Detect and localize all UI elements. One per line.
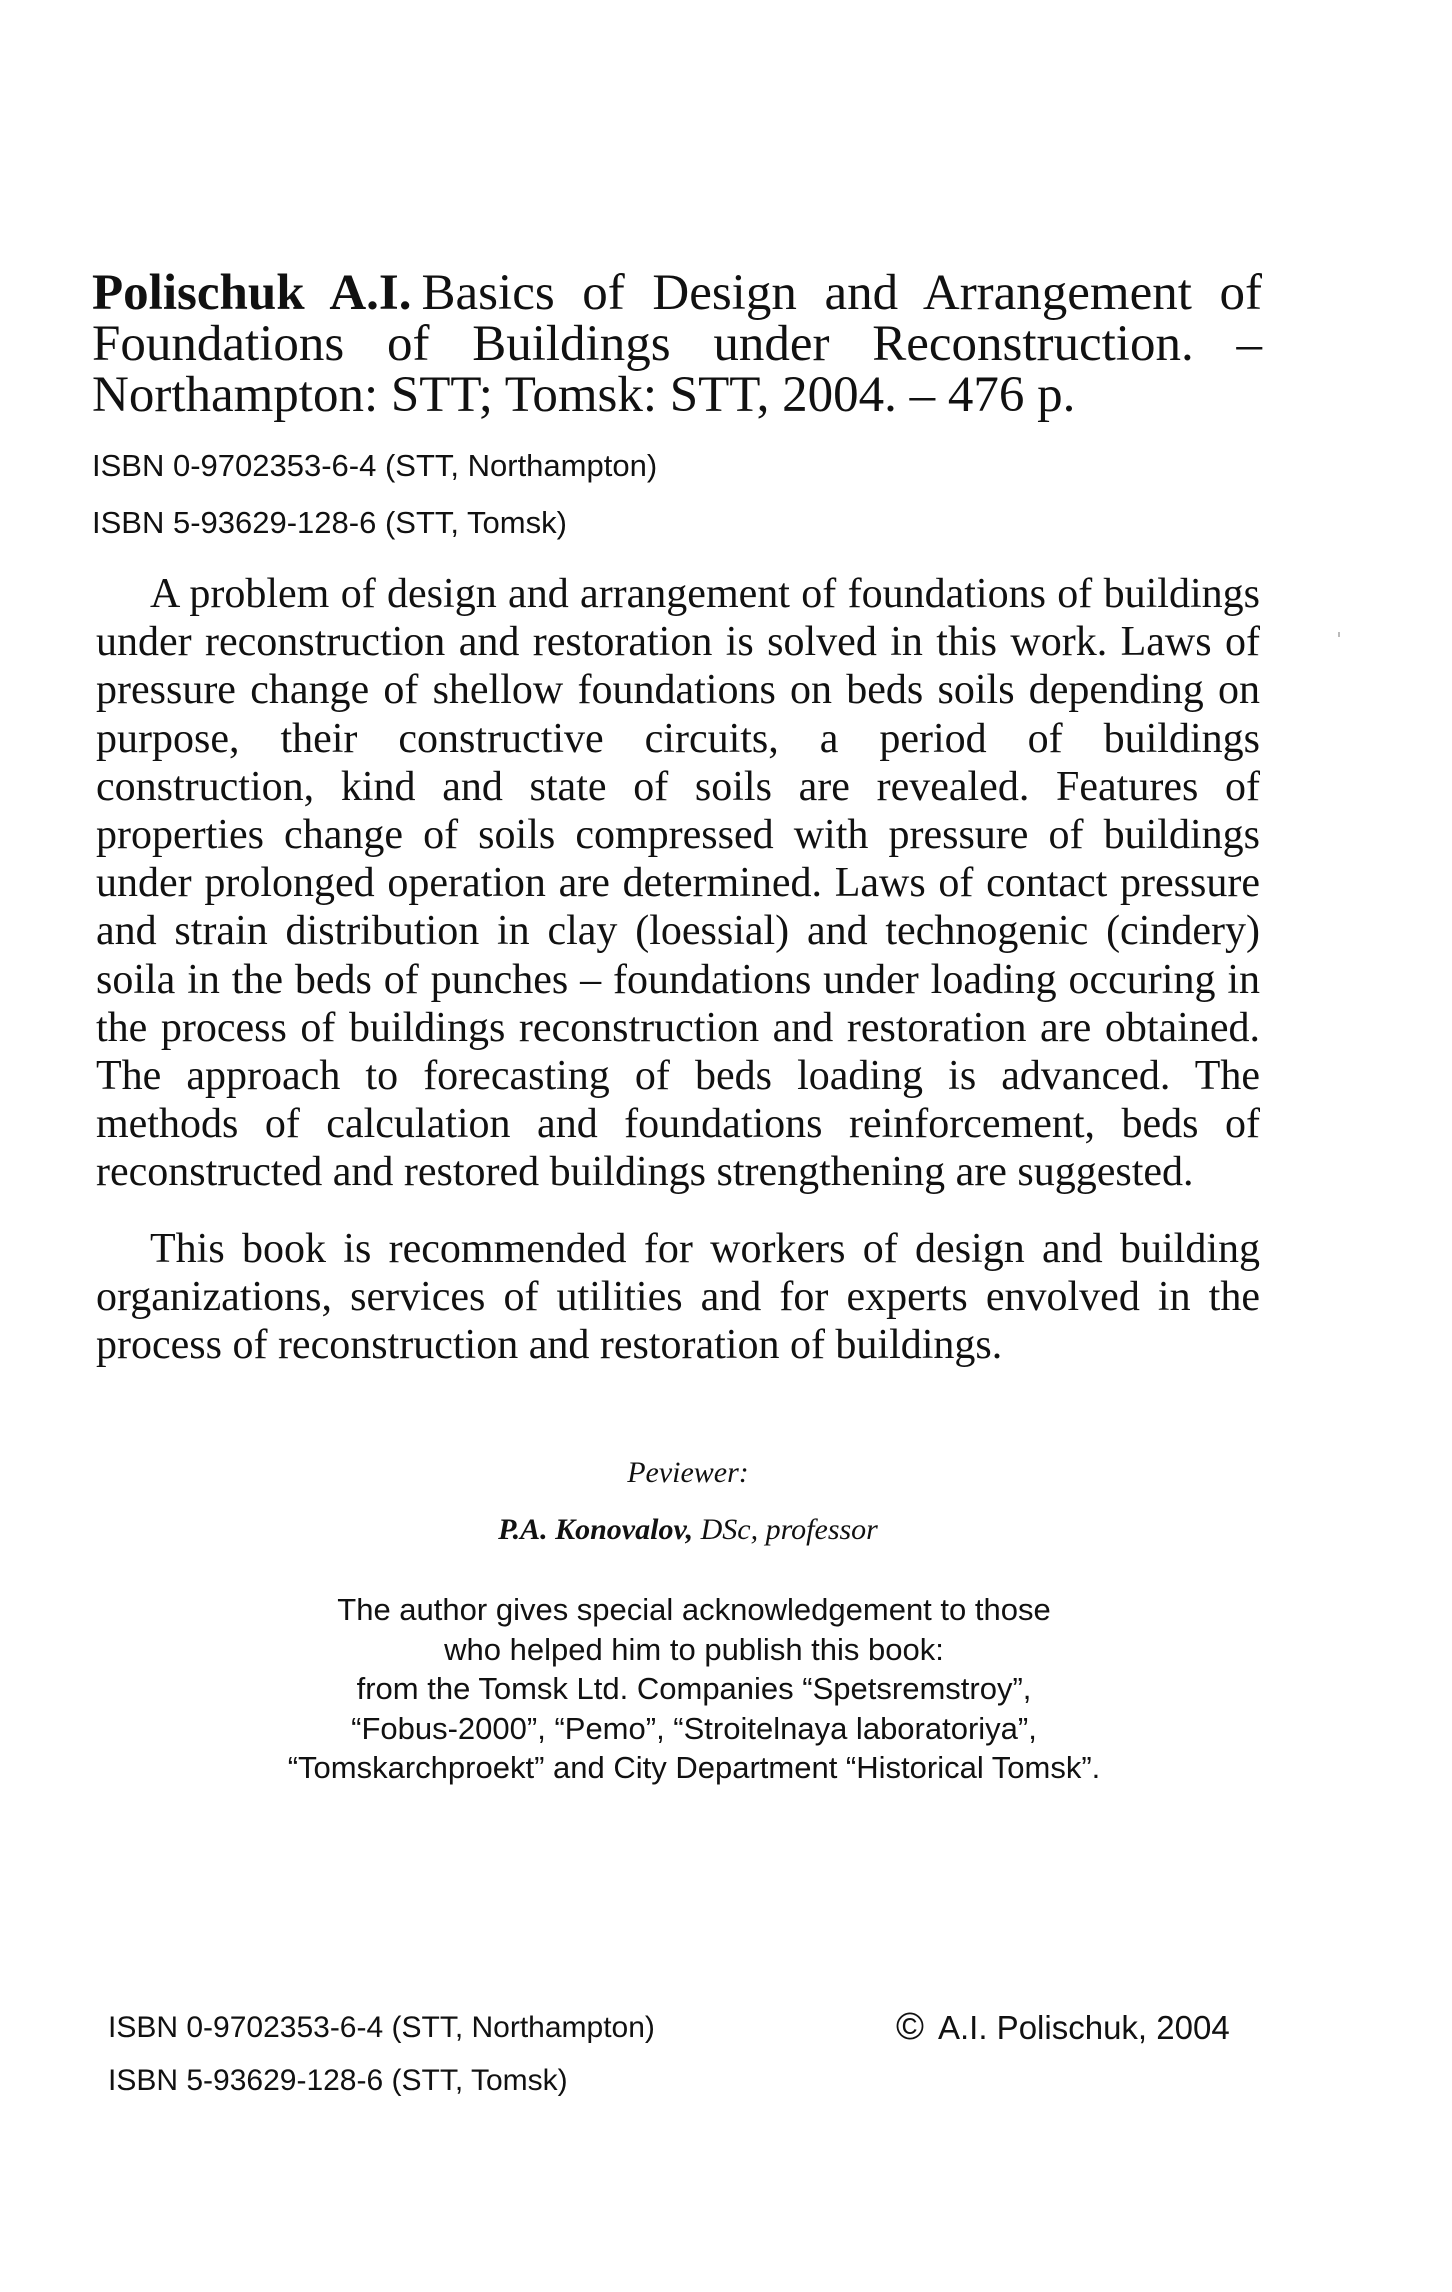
reviewer-heading: Peviewer: [627,1456,749,1489]
author-name: Polischuk A.I. [92,265,412,321]
copyright-notice [896,2008,1230,2047]
isbn-northampton-bottom: ISBN 0-9702353-6-4 (STT, Northampton) [108,2011,655,2044]
acknowledgement-line: “Tomskarchproekt” and City Department “Historical Tomsk”. [287,1750,1101,1785]
abstract-paragraph-1: A problem of design and arrangement of foundations of buildings under reconstruction and restoration is solved in this work. Laws of pressure change of shellow foundations on beds soils depending on purpose, their constructive circuits, a period of buildings construction, kind and state of soils are revealed. Features of properties change of soils compressed with pressure of buildings under prolonged operation are determined. Laws of contact pressure and strain distribution in clay (loessial) and technogenic (cindery) soila in the beds of punches – foundations under loading occuring in the process of buildings reconstruction and restoration are obtained. The approach to forecasting of beds loading is advanced. The methods of calculation and foundations reinforcement, beds of reconstructed and restored buildings strengthening are suggested. [96,571,1260,1196]
abstract [96,570,1260,1369]
reviewer-name: P.A. Konovalov, [498,1513,694,1546]
isbn-northampton-top: ISBN 0-9702353-6-4 (STT, Northampton) [92,448,658,483]
isbn-tomsk-top: ISBN 5-93629-128-6 (STT, Tomsk) [92,505,567,540]
acknowledgement [0,1590,1420,1788]
copyright-text: A.I. Polischuk, 2004 [938,2009,1230,2046]
abstract-paragraph-2: This book is recommended for workers of design and building organizations, services of utilities and for experts envolved in the process of reconstruction and restoration of buildings. [96,1225,1260,1369]
acknowledgement-line: who helped him to publish this book: [444,1631,944,1667]
acknowledgement-line: The author gives special acknowledgement to those [337,1592,1051,1627]
citation-text: Basics of Design and Arrangement of Foundations of Buildings under Reconstruction. – Northampton: STT; Tomsk: STT, 2004. – 476 p. [92,265,1262,423]
isbn-tomsk-bottom: ISBN 5-93629-128-6 (STT, Tomsk) [108,2064,568,2097]
bibliographic-citation [92,265,1262,423]
acknowledgement-line: from the Tomsk Ltd. Companies “Spetsremstroy”, [356,1671,1032,1706]
copyright-icon: © [896,2006,924,2048]
reviewer-line [0,1512,1414,1548]
reviewer-title: DSc, professor [700,1513,878,1546]
scan-speck [1338,632,1340,637]
acknowledgement-line: “Fobus-2000”, “Pemo”, “Stroitelnaya laboratoriya”, [351,1710,1037,1746]
